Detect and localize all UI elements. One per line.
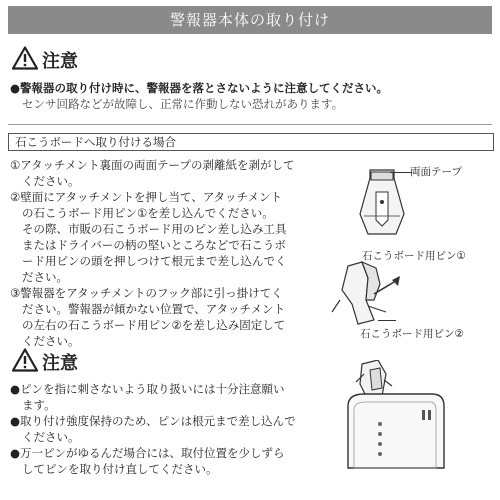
pin2-label: 石こうボード用ピン② bbox=[360, 328, 464, 340]
step-line: その際、市販の石こうボード用のピン差し込み工具 bbox=[22, 222, 287, 236]
tape-leader-line bbox=[390, 172, 412, 173]
alarm-unit-illustration bbox=[334, 360, 446, 474]
step-line: ード用ピンの頭を押しつけて根元まで差し込んでく bbox=[22, 254, 287, 268]
step-line: またはドライバーの柄の堅いところなどで石こうボ bbox=[22, 238, 286, 252]
caution-line: ます。 bbox=[22, 398, 56, 412]
section-header-title: 警報器本体の取り付け bbox=[169, 11, 330, 29]
subsection-header bbox=[8, 133, 494, 151]
warning-icon bbox=[12, 46, 38, 70]
caution-text: ●警報器の取り付け時に、警報器を落とさないように注意してください。 bbox=[10, 81, 389, 95]
subsection-title: 石こうボードへ取り付ける場合 bbox=[15, 135, 176, 149]
warning-icon bbox=[12, 348, 38, 372]
pin1-label: 石こうボード用ピン① bbox=[362, 250, 466, 262]
step-line: ください。 bbox=[22, 334, 80, 348]
step-line: の石こうボード用ピン①を差し込んでください。 bbox=[22, 206, 274, 220]
pin2-leader-line bbox=[378, 320, 396, 321]
caution-line: してピンを取り付け直してください。 bbox=[22, 462, 218, 476]
caution-line: ください。 bbox=[22, 430, 80, 444]
step-line: ださい。警報器が傾かない位置で、アタッチメント bbox=[22, 302, 286, 316]
step-line: ③警報器をアタッチメントのフック部に引っ掛けてく bbox=[10, 286, 283, 300]
tape-label: 両面テープ bbox=[410, 166, 462, 178]
caution-line: ●万一ピンがゆるんだ場合には、取付位置を少しずら bbox=[10, 446, 285, 460]
caution-line: ●取り付け強度保持のため、ピンは根元まで差し込んで bbox=[10, 414, 296, 428]
caution-title: 注意 bbox=[42, 353, 78, 374]
step-line: の左右の石こうボード用ピン②を差し込み固定して bbox=[22, 318, 286, 332]
step-line: ①アタッチメント裏面の両面テープの剥離紙を剥がして bbox=[10, 158, 295, 172]
pin-insertion-illustration bbox=[328, 260, 408, 332]
step-line: ください。 bbox=[22, 174, 80, 188]
divider bbox=[8, 124, 492, 125]
attachment-illustration bbox=[352, 168, 412, 244]
caution-title: 注意 bbox=[42, 51, 78, 72]
caution-line: ●ピンを指に刺さないよう取り扱いには十分注意願い bbox=[10, 382, 285, 396]
section-header bbox=[8, 6, 492, 34]
step-line: ②壁面にアタッチメントを押し当て、アタッチメント bbox=[10, 190, 283, 204]
step-line: ださい。 bbox=[22, 270, 68, 284]
caution-subtext: センサ回路などが故障し、正常に作動しない恐れがあります。 bbox=[22, 97, 344, 111]
